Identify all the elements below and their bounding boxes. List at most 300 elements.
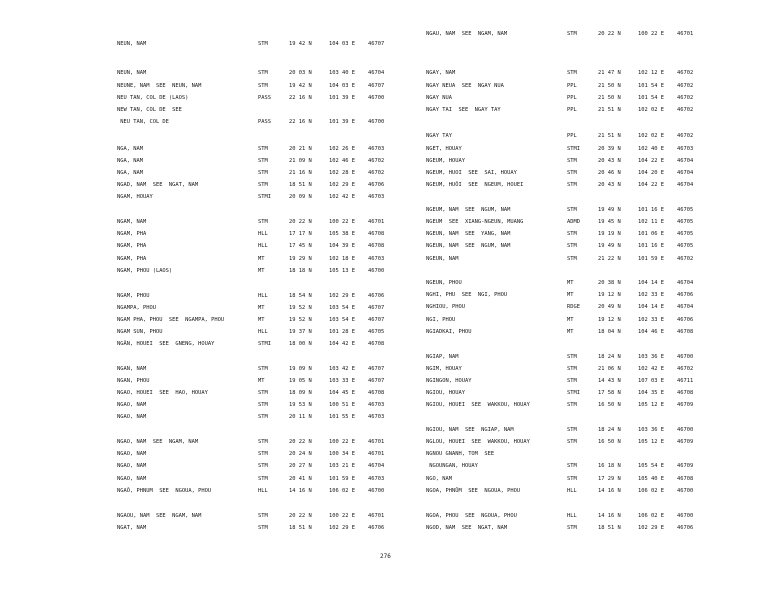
entry-longitude: 102 40 E [638,146,664,152]
entry-name: NGAM, NAM [117,219,147,225]
entry-name: NGIAP, NAM [426,354,459,360]
entry-map-code: 46702 [368,158,385,164]
entry-longitude: 104 03 E [329,41,355,47]
entry-type: STM [258,170,268,176]
entry-name: NGAM PHA, PHOU SEE NGAMPA, PHOU [117,317,225,323]
entry-map-code: 46711 [677,378,694,384]
entry-name: NGAO, NAM [117,476,147,482]
gazetteer-entry [426,450,716,459]
entry-name: NGAY TAY [426,133,452,139]
entry-name: NGAY NEUA SEE NGAY NUA [426,83,504,89]
entry-latitude: 19 42 N [289,83,312,89]
entry-latitude: 18 18 N [289,268,312,274]
entry-name: NGHIOU, PHOU [426,304,465,310]
gazetteer-entry [426,291,716,300]
entry-type: STM [258,83,268,89]
entry-type: STM [258,525,268,531]
entry-type: STM [567,256,577,262]
entry-map-code: 46701 [368,219,385,225]
entry-longitude: 102 29 E [329,293,355,299]
entry-longitude: 103 54 E [329,317,355,323]
entry-map-code: 46701 [368,513,385,519]
entry-map-code: 46700 [677,513,694,519]
entry-name: NGÂN, HOUEI SEE GNENG, HOUAY [117,341,215,347]
entry-name: NGAO, HOUEI SEE HAO, HOUAY [117,390,208,396]
entry-map-code: 46700 [677,427,694,433]
entry-longitude: 105 12 E [638,439,664,445]
entry-latitude: 19 45 N [598,219,621,225]
gazetteer-entry [426,512,716,521]
entry-latitude: 19 49 N [598,207,621,213]
entry-type: ADMD [567,219,580,225]
entry-map-code: 46706 [368,182,385,188]
entry-type: PPL [567,133,577,139]
entry-map-code: 46702 [677,366,694,372]
entry-longitude: 101 54 E [638,83,664,89]
entry-longitude: 100 22 E [329,439,355,445]
entry-type: STM [258,41,268,47]
entry-longitude: 101 16 E [638,207,664,213]
entry-map-code: 46700 [368,488,385,494]
entry-type: STM [567,463,577,469]
entry-name: NGET, HOUAY [426,146,462,152]
entry-longitude: 102 29 E [329,525,355,531]
entry-latitude: 19 09 N [289,366,312,372]
entry-type: STM [258,439,268,445]
entry-latitude: 21 51 N [598,133,621,139]
entry-longitude: 102 11 E [638,219,664,225]
entry-name: NGAM, PHOU (LAOS) [117,268,173,274]
entry-longitude: 103 36 E [638,354,664,360]
entry-longitude: 104 14 E [638,304,664,310]
entry-map-code: 46704 [677,280,694,286]
entry-type: STMI [567,390,580,396]
gazetteer-entry [426,82,716,91]
gazetteer-entry [426,475,716,484]
entry-name: NGEUN, NAM SEE NGUM, NAM [426,243,511,249]
entry-type: MT [567,329,574,335]
entry-name: NGIADKAI, PHOU [426,329,472,335]
entry-type: STM [567,182,577,188]
entry-type: HLL [567,513,577,519]
gazetteer-entry [426,279,716,288]
gazetteer-entry [426,181,716,190]
entry-longitude: 104 45 E [329,390,355,396]
entry-map-code: 46709 [677,402,694,408]
entry-map-code: 46706 [368,293,385,299]
entry-name: NGAO, NAM SEE NGAM, NAM [117,439,199,445]
entry-name: NGAÔ, PHNUM SEE NGOUA, PHOU [117,488,212,494]
entry-latitude: 21 50 N [598,95,621,101]
entry-longitude: 105 12 E [638,402,664,408]
entry-type: STM [258,402,268,408]
entry-type: STM [258,451,268,457]
entry-type: STM [567,439,577,445]
entry-map-code: 46700 [368,119,385,125]
entry-type: HLL [258,293,268,299]
entry-name: NGINGON, HOUAY [426,378,472,384]
entry-longitude: 106 02 E [329,488,355,494]
entry-longitude: 101 06 E [638,231,664,237]
entry-type: MT [258,378,265,384]
entry-latitude: 20 22 N [289,439,312,445]
entry-longitude: 104 46 E [638,329,664,335]
entry-longitude: 101 28 E [329,329,355,335]
entry-type: MT [567,292,574,298]
entry-name: NGAO, NAM [117,463,147,469]
gazetteer-entry [426,218,716,227]
entry-type: STMI [258,194,271,200]
entry-latitude: 14 16 N [598,513,621,519]
entry-latitude: 19 37 N [289,329,312,335]
entry-longitude: 101 55 E [329,414,355,420]
entry-latitude: 21 22 N [598,256,621,262]
entry-map-code: 46702 [677,70,694,76]
entry-latitude: 18 24 N [598,427,621,433]
entry-longitude: 105 54 E [638,463,664,469]
entry-name: NGLOU, HOUEI SEE WAKKOU, HOUAY [426,439,530,445]
entry-longitude: 100 51 E [329,402,355,408]
entry-type: STM [567,231,577,237]
entry-map-code: 46703 [368,194,385,200]
entry-type: STM [567,366,577,372]
entry-map-code: 46704 [368,463,385,469]
entry-latitude: 18 09 N [289,390,312,396]
entry-type: STM [258,219,268,225]
gazetteer-entry [426,206,716,215]
entry-longitude: 102 28 E [329,170,355,176]
gazetteer-entry [426,365,716,374]
entry-name: NEUN, NAM [117,70,147,76]
entry-name: NEW TAN, COL DE SEE [117,107,182,113]
entry-type: STM [258,158,268,164]
entry-type: STM [567,354,577,360]
entry-name: NGAOU, NAM SEE NGAM, NAM [117,513,202,519]
entry-map-code: 46702 [677,107,694,113]
entry-longitude: 102 02 E [638,107,664,113]
entry-longitude: 106 02 E [638,513,664,519]
entry-type: MT [567,280,574,286]
entry-map-code: 46707 [368,305,385,311]
entry-latitude: 19 52 N [289,317,312,323]
entry-map-code: 46706 [677,525,694,531]
entry-latitude: 19 12 N [598,292,621,298]
entry-map-code: 46704 [368,70,385,76]
entry-latitude: 20 24 N [289,451,312,457]
entry-type: STM [567,525,577,531]
entry-longitude: 102 42 E [329,194,355,200]
entry-map-code: 46707 [368,378,385,384]
gazetteer-entry [426,328,716,337]
entry-name: NGEUN, PHOU [426,280,462,286]
entry-latitude: 21 06 N [598,366,621,372]
entry-type: HLL [258,329,268,335]
entry-type: MT [258,256,265,262]
entry-map-code: 46708 [677,476,694,482]
entry-map-code: 46705 [677,207,694,213]
gazetteer-entry [426,524,716,533]
entry-latitude: 22 16 N [289,119,312,125]
entry-map-code: 46707 [368,41,385,47]
entry-map-code: 46700 [677,488,694,494]
entry-name: NGEUN, NAM SEE YANG, NAM [426,231,511,237]
entry-name: NEU TAN, COL DE (LAOS) [117,95,189,101]
entry-name: NGEUM, HUOI SEE SAI, HOUAY [426,170,517,176]
entry-map-code: 46700 [368,95,385,101]
entry-map-code: 46703 [368,402,385,408]
entry-map-code: 46706 [677,317,694,323]
entry-longitude: 105 40 E [638,476,664,482]
entry-map-code: 46703 [368,146,385,152]
entry-latitude: 19 19 N [598,231,621,237]
entry-name: NGIOU, HOUAY [426,390,465,396]
entry-name: NGA, NAM [117,146,143,152]
entry-map-code: 46707 [368,317,385,323]
entry-longitude: 100 22 E [638,31,664,37]
entry-name: NGAM, PHA [117,256,147,262]
entry-longitude: 104 20 E [638,170,664,176]
entry-longitude: 101 59 E [638,256,664,262]
entry-longitude: 104 22 E [638,182,664,188]
entry-latitude: 16 18 N [598,463,621,469]
entry-latitude: 16 50 N [598,402,621,408]
entry-type: STM [258,366,268,372]
entry-map-code: 46704 [677,304,694,310]
entry-name: NGA, NAM [117,158,143,164]
entry-latitude: 20 22 N [289,219,312,225]
entry-name: NGEUM, NAM SEE NGUM, NAM [426,207,511,213]
entry-map-code: 46706 [368,525,385,531]
entry-latitude: 14 16 N [289,488,312,494]
gazetteer-entry [426,401,716,410]
entry-longitude: 101 39 E [329,119,355,125]
entry-type: STM [258,463,268,469]
entry-map-code: 46703 [368,476,385,482]
entry-latitude: 20 27 N [289,463,312,469]
entry-name: NGOUNGAN, HOUAY [426,463,478,469]
entry-type: MT [258,268,265,274]
entry-type: HLL [258,231,268,237]
entry-type: STM [258,70,268,76]
entry-latitude: 18 54 N [289,293,312,299]
entry-latitude: 14 43 N [598,378,621,384]
gazetteer-entry [426,303,716,312]
entry-name: NGAY, NAM [426,70,456,76]
entry-map-code: 46703 [677,146,694,152]
entry-name: NGAY NUA [426,95,452,101]
entry-type: PASS [258,95,271,101]
entry-longitude: 102 29 E [329,182,355,188]
entry-latitude: 20 43 N [598,158,621,164]
entry-name: NGAT, NAM [117,525,147,531]
entry-latitude: 20 46 N [598,170,621,176]
entry-longitude: 100 22 E [329,219,355,225]
entry-map-code: 46701 [368,439,385,445]
entry-map-code: 46704 [677,158,694,164]
gazetteer-entry [426,438,716,447]
entry-latitude: 21 16 N [289,170,312,176]
entry-latitude: 20 49 N [598,304,621,310]
entry-longitude: 105 38 E [329,231,355,237]
entry-map-code: 46708 [368,231,385,237]
gazetteer-entry [426,389,716,398]
entry-name: NGAO, NAM [117,402,147,408]
entry-longitude: 103 33 E [329,378,355,384]
gazetteer-entry [426,487,716,496]
entry-map-code: 46701 [368,451,385,457]
entry-longitude: 102 33 E [638,317,664,323]
entry-longitude: 104 35 E [638,390,664,396]
entry-name: NGOA, PHNŪM SEE NGOUA, PHOU [426,488,521,494]
entry-map-code: 46705 [677,219,694,225]
entry-type: STM [258,390,268,396]
entry-map-code: 46705 [677,243,694,249]
gazetteer-entry [426,157,716,166]
entry-latitude: 21 47 N [598,70,621,76]
entry-type: STM [567,158,577,164]
entry-type: STM [567,170,577,176]
entry-type: STM [258,146,268,152]
gazetteer-entry [426,353,716,362]
entry-type: PASS [258,119,271,125]
entry-name: NGAN, PHOU [117,378,150,384]
entry-latitude: 20 43 N [598,182,621,188]
entry-name: NGAU, NAM SEE NGAM, NAM [426,31,508,37]
gazetteer-entry [426,242,716,251]
entry-longitude: 101 59 E [329,476,355,482]
entry-map-code: 46702 [677,133,694,139]
entry-longitude: 107 03 E [638,378,664,384]
entry-name: NGI, PHOU [426,317,456,323]
gazetteer-entry [426,426,716,435]
entry-name: NGAM, PHA [117,231,147,237]
page-number: 276 [380,553,391,560]
entry-type: STMI [258,341,271,347]
entry-type: MT [258,317,265,323]
entry-map-code: 46705 [677,231,694,237]
entry-map-code: 46708 [368,243,385,249]
entry-map-code: 46707 [368,366,385,372]
entry-map-code: 46702 [677,256,694,262]
entry-latitude: 21 50 N [598,83,621,89]
entry-longitude: 103 36 E [638,427,664,433]
entry-latitude: 18 24 N [598,354,621,360]
entry-latitude: 18 51 N [289,182,312,188]
entry-type: STM [567,427,577,433]
entry-latitude: 19 29 N [289,256,312,262]
entry-latitude: 20 22 N [598,31,621,37]
entry-latitude: 21 51 N [598,107,621,113]
gazetteer-entry [426,316,716,325]
entry-map-code: 46707 [368,83,385,89]
gazetteer-entry [426,145,716,154]
gazetteer-entry [426,69,716,78]
entry-map-code: 46704 [677,170,694,176]
entry-type: STM [567,31,577,37]
entry-name: NGAN, NAM [117,366,147,372]
entry-type: STM [567,378,577,384]
entry-name: NGAM SUN, PHOU [117,329,163,335]
entry-name: NEU TAN, COL DE [117,119,169,125]
gazetteer-entry [426,255,716,264]
entry-latitude: 17 45 N [289,243,312,249]
entry-longitude: 102 12 E [638,70,664,76]
entry-name: NGNOU GNANH, TOM SEE [426,451,495,457]
entry-map-code: 46708 [368,341,385,347]
entry-name: NGOD, NAM SEE NGAT, NAM [426,525,508,531]
entry-name: NGHI, PHU SEE NGI, PHOU [426,292,508,298]
entry-latitude: 18 51 N [289,525,312,531]
entry-latitude: 21 09 N [289,158,312,164]
entry-longitude: 101 16 E [638,243,664,249]
entry-longitude: 102 02 E [638,133,664,139]
entry-map-code: 46708 [368,390,385,396]
entry-map-code: 46701 [677,31,694,37]
entry-type: STM [567,243,577,249]
entry-latitude: 20 09 N [289,194,312,200]
entry-type: RDGE [567,304,580,310]
entry-name: NGIOU, NAM SEE NGIAP, NAM [426,427,514,433]
entry-map-code: 46702 [677,83,694,89]
gazetteer-entry [426,30,716,39]
gazetteer-entry [426,230,716,239]
entry-type: HLL [258,243,268,249]
entry-type: STM [567,70,577,76]
entry-latitude: 19 49 N [598,243,621,249]
entry-longitude: 105 13 E [329,268,355,274]
entry-latitude: 20 38 N [598,280,621,286]
entry-latitude: 17 29 N [598,476,621,482]
entry-name: NGAY TAI SEE NGAY TAY [426,107,501,113]
gazetteer-entry [426,106,716,115]
entry-type: STM [258,476,268,482]
entry-name: NGEUM SEE XIANG-NGEUN, MUANG [426,219,524,225]
entry-map-code: 46706 [677,292,694,298]
entry-map-code: 46700 [677,354,694,360]
entry-longitude: 100 22 E [329,513,355,519]
entry-longitude: 102 29 E [638,525,664,531]
entry-name: NGA, NAM [117,170,143,176]
entry-longitude: 104 03 E [329,83,355,89]
entry-latitude: 20 03 N [289,70,312,76]
entry-latitude: 18 04 N [598,329,621,335]
entry-latitude: 20 21 N [289,146,312,152]
entry-name: NGAM, PHA [117,243,147,249]
entry-name: NGIM, HOUAY [426,366,462,372]
entry-map-code: 46702 [677,95,694,101]
entry-longitude: 100 34 E [329,451,355,457]
entry-map-code: 46708 [677,329,694,335]
entry-longitude: 102 18 E [329,256,355,262]
entry-longitude: 101 54 E [638,95,664,101]
entry-name: NGEUM, HOUAY [426,158,465,164]
entry-type: PPL [567,83,577,89]
entry-map-code: 46704 [677,182,694,188]
entry-map-code: 46709 [677,439,694,445]
entry-latitude: 19 05 N [289,378,312,384]
entry-longitude: 106 02 E [638,488,664,494]
entry-latitude: 16 50 N [598,439,621,445]
entry-type: STMI [567,146,580,152]
entry-type: STM [258,513,268,519]
entry-longitude: 102 33 E [638,292,664,298]
entry-name: NEUN, NAM [117,41,147,47]
entry-longitude: 104 39 E [329,243,355,249]
entry-longitude: 104 42 E [329,341,355,347]
entry-name: NGAO, NAM [117,414,147,420]
entry-map-code: 46708 [677,390,694,396]
entry-map-code: 46700 [368,268,385,274]
